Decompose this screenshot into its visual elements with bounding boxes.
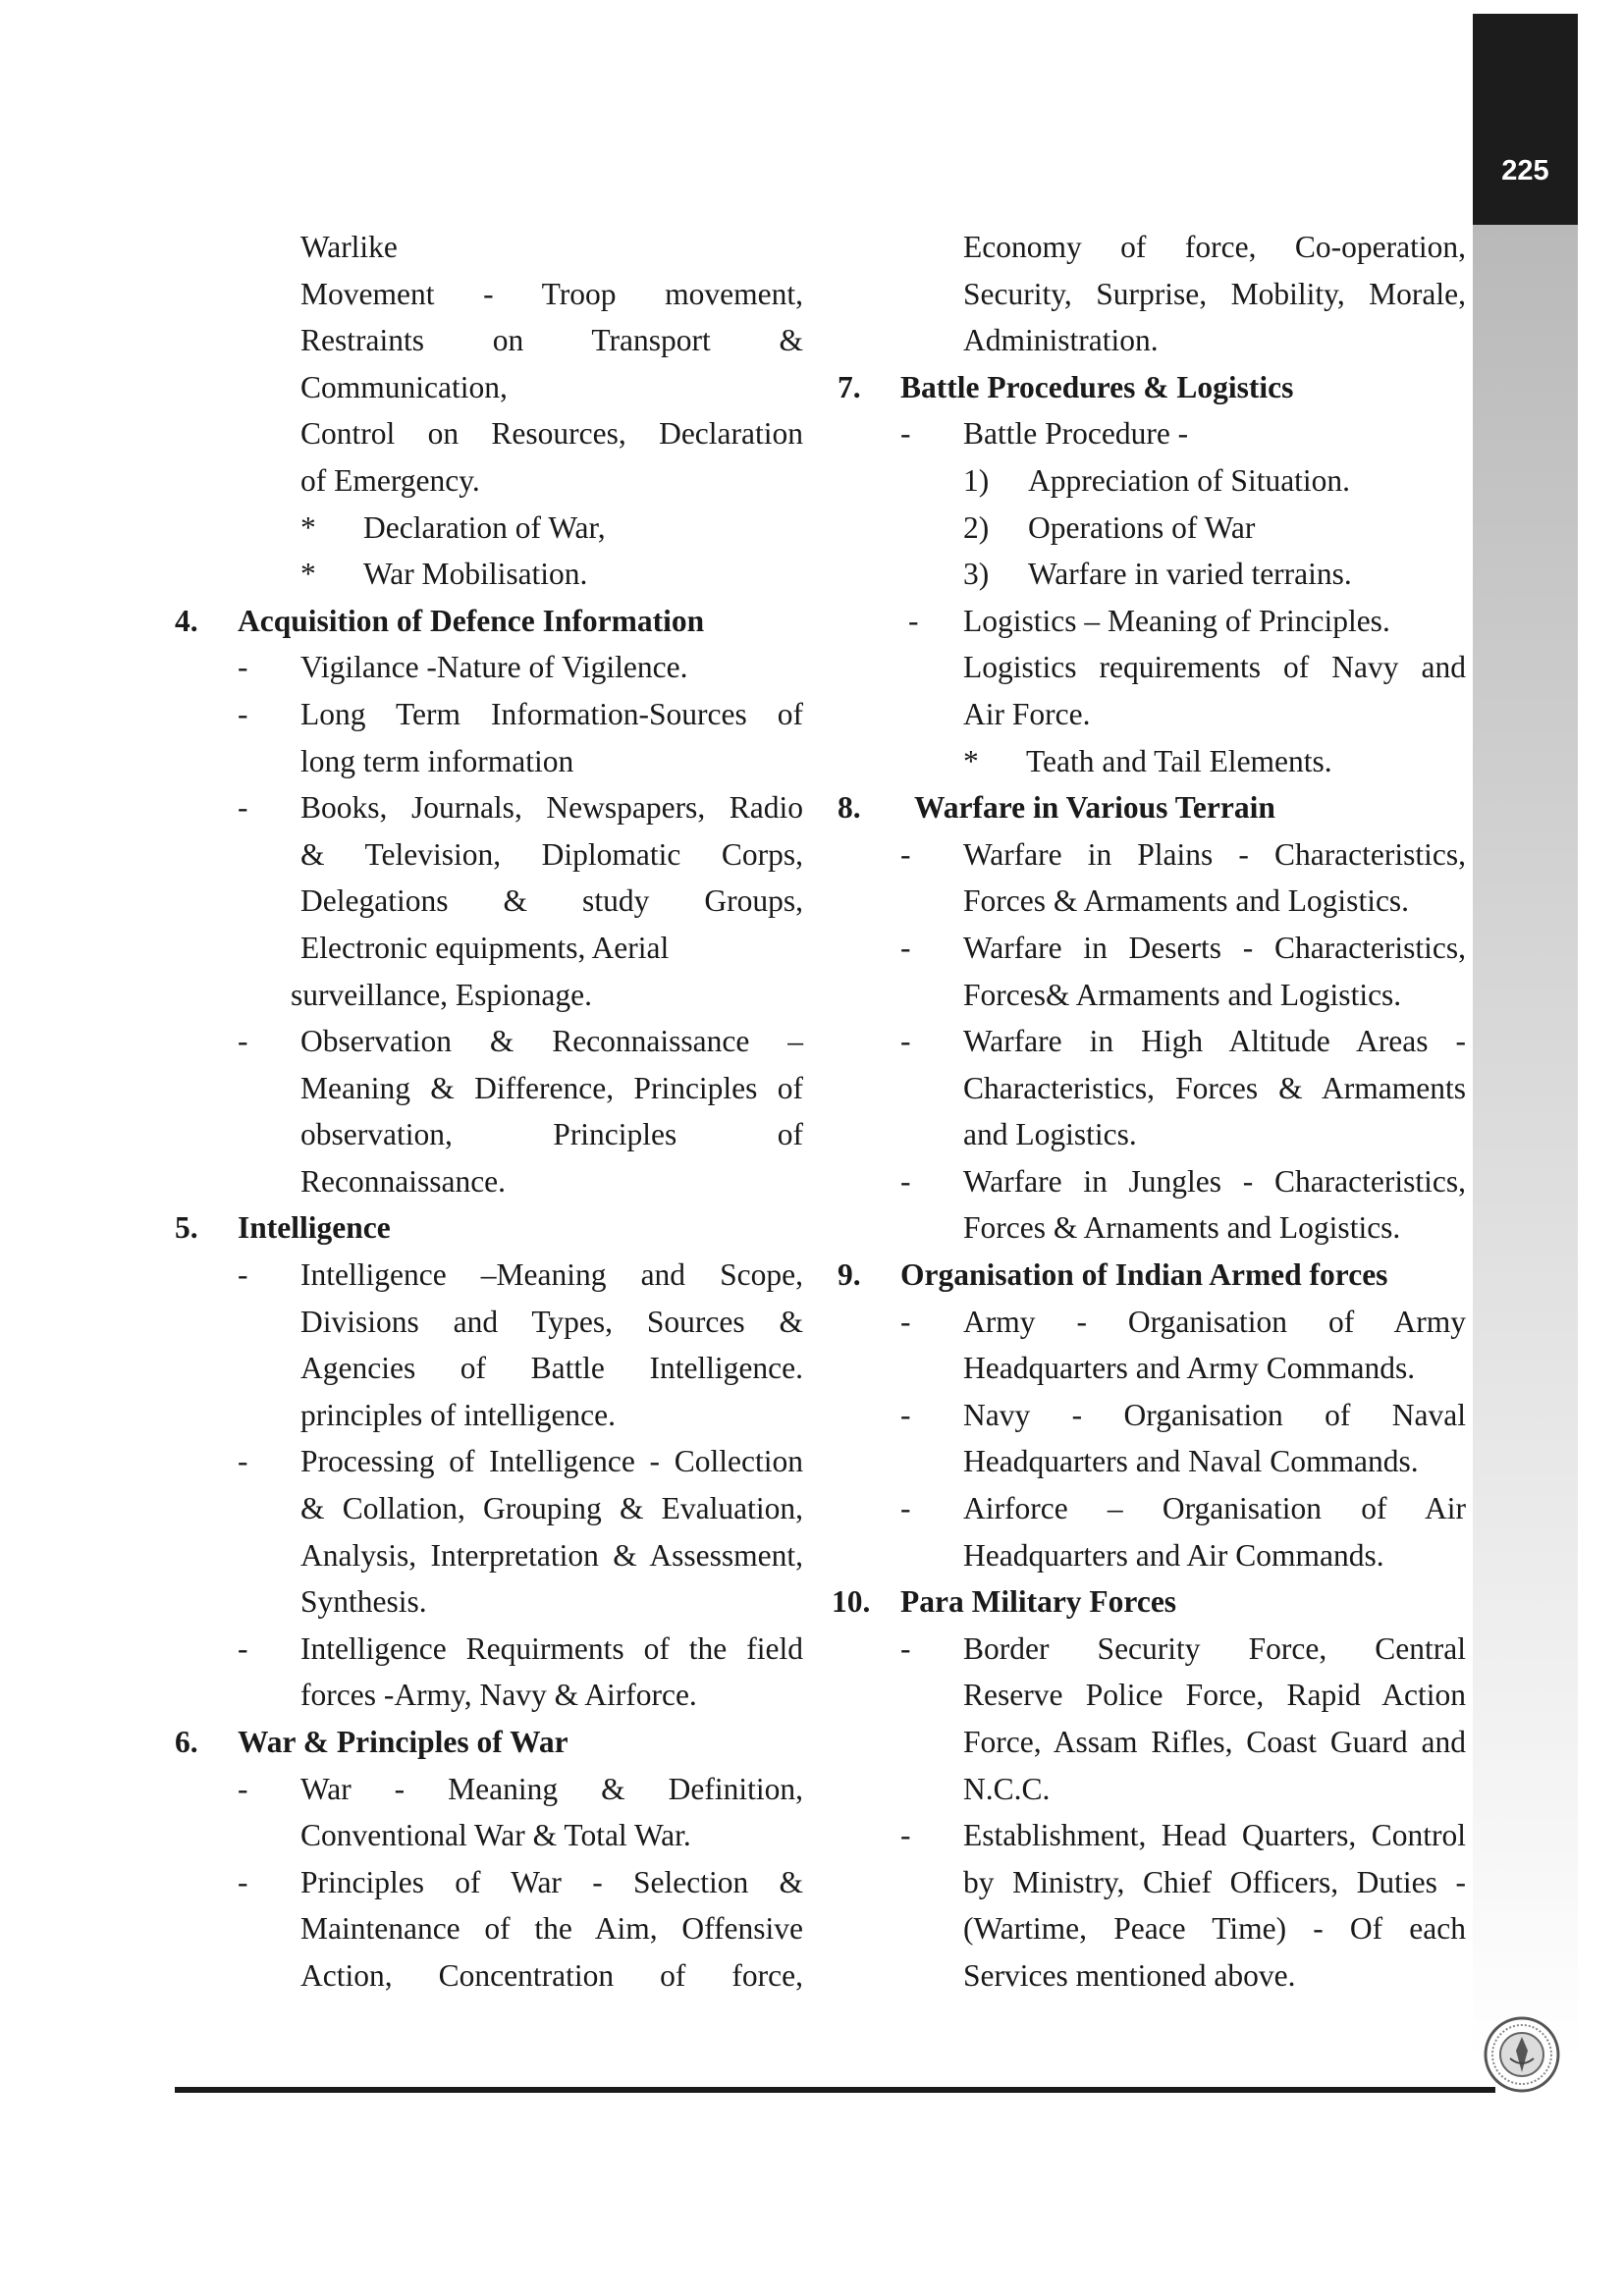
star-item: [175, 551, 803, 598]
text-line: Reconnaissance.: [300, 1163, 507, 1199]
text-line: (Wartime, Peace Time) - Of each: [963, 1911, 1466, 1947]
dash-bullet: -: [900, 1818, 911, 1853]
text-line: Electronic equipments, Aerial: [300, 930, 670, 965]
text-line: Forces& Armaments and Logistics.: [963, 977, 1402, 1012]
text-line: surveillance, Espionage.: [291, 977, 593, 1012]
dash-bullet: -: [238, 1771, 248, 1806]
text-line: Agencies of Battle Intelligence.: [300, 1351, 803, 1386]
list-item: [838, 925, 1466, 1018]
text-line: Forces & Arnaments and Logistics.: [963, 1210, 1401, 1246]
text-line: Action, Concentration of force,: [300, 1957, 803, 1993]
right-column: [832, 224, 1466, 2000]
section-heading: [838, 1252, 1466, 1299]
item-number: 3): [963, 557, 990, 592]
text-line: Meaning & Difference, Principles of: [300, 1070, 803, 1105]
list-item: [838, 1018, 1466, 1158]
text-line: observation, Principles of: [300, 1117, 803, 1152]
list-item: [175, 1626, 803, 1719]
list-item: [838, 598, 1466, 738]
text-line: Warfare in Plains - Characteristics,: [963, 836, 1466, 872]
text-line: Services mentioned above.: [963, 1957, 1296, 1993]
text-line: Principles of War - Selection &: [300, 1864, 803, 1899]
intro-text: [175, 224, 803, 505]
footer-rule: [175, 2087, 1495, 2093]
text-line: Warfare in Jungles - Characteristics,: [963, 1163, 1466, 1199]
text-line: Divisions and Types, Sources &: [300, 1304, 803, 1339]
text-line: Analysis, Interpretation & Assessment,: [300, 1537, 803, 1573]
dash-bullet: -: [238, 1864, 248, 1899]
text-line: Delegations & study Groups,: [300, 883, 803, 919]
text-line: Restraints on Transport &: [300, 323, 803, 358]
numbered-item: [838, 457, 1466, 505]
section-number: 4.: [175, 603, 198, 638]
section-heading: [832, 1578, 1466, 1626]
dash-bullet: -: [238, 650, 248, 685]
text-line: Headquarters and Air Commands.: [963, 1537, 1384, 1573]
text-line: Intelligence Requirments of the field: [300, 1630, 803, 1666]
text-line: Force, Assam Rifles, Coast Guard and: [963, 1725, 1466, 1759]
text-line: Headquarters and Army Commands.: [963, 1351, 1416, 1386]
numbered-item: [838, 505, 1466, 552]
section-heading: [838, 784, 1466, 831]
emblem-icon: [1483, 2015, 1561, 2094]
star-bullet: *: [963, 743, 979, 778]
star-item-text: War Mobilisation.: [363, 557, 588, 592]
dash-bullet: -: [908, 603, 919, 638]
text-line: Airforce – Organisation of Air: [963, 1491, 1466, 1526]
item-text: Warfare in varied terrains.: [1028, 557, 1352, 592]
dash-bullet: -: [900, 930, 911, 965]
text-line: Vigilance -Nature of Vigilence.: [300, 650, 688, 685]
text-line: by Ministry, Chief Officers, Duties -: [963, 1864, 1466, 1899]
numbered-item: [838, 551, 1466, 598]
item-number: 2): [963, 509, 990, 545]
list-item: [175, 784, 803, 1018]
text-line: Army - Organisation of Army: [963, 1304, 1466, 1339]
section-title: Warfare in Various Terrain: [914, 790, 1275, 826]
text-line: Border Security Force, Central: [963, 1630, 1466, 1666]
section-heading: [175, 1204, 803, 1252]
text-line: Logistics – Meaning of Principles.: [963, 603, 1390, 638]
text-line: Characteristics, Forces & Armaments: [963, 1070, 1466, 1105]
text-line: Warfare in Deserts - Characteristics,: [963, 930, 1466, 965]
page-tab: [1473, 14, 1578, 225]
text-line: N.C.C.: [963, 1771, 1051, 1806]
section-number: 9.: [838, 1257, 861, 1293]
section-title: Battle Procedures & Logistics: [900, 369, 1294, 404]
text-line: Books, Journals, Newspapers, Radio: [300, 790, 803, 826]
text-line: Conventional War & Total War.: [300, 1818, 691, 1853]
text-line: and Logistics.: [963, 1117, 1137, 1152]
text-line: Economy of force, Co-operation,: [963, 230, 1466, 264]
list-item: [175, 1766, 803, 1859]
dash-bullet: -: [900, 1163, 911, 1199]
text-line: Headquarters and Naval Commands.: [963, 1444, 1419, 1479]
section-heading: [838, 364, 1466, 411]
text-line: Establishment, Head Quarters, Control: [963, 1818, 1466, 1853]
dash-bullet: -: [900, 836, 911, 872]
text-line: Battle Procedure -: [963, 416, 1189, 452]
section-number: 10.: [832, 1584, 871, 1620]
text-line: Intelligence –Meaning and Scope,: [300, 1257, 803, 1293]
list-item: [838, 1158, 1466, 1252]
text-line: & Collation, Grouping & Evaluation,: [300, 1491, 803, 1526]
left-column: [175, 224, 803, 2000]
text-line: Observation & Reconnaissance –: [300, 1024, 803, 1059]
text-line: Warfare in High Altitude Areas -: [963, 1024, 1466, 1059]
star-item-text: Declaration of War,: [363, 509, 606, 545]
star-bullet: *: [300, 509, 316, 545]
list-item: [175, 691, 803, 784]
text-line: Maintenance of the Aim, Offensive: [300, 1911, 803, 1947]
section-heading: [175, 1719, 803, 1766]
text-line: Warlike: [300, 230, 398, 264]
item-text: Operations of War: [1028, 509, 1256, 545]
dash-bullet: -: [900, 1024, 911, 1059]
text-line: Communication,: [300, 369, 508, 404]
text-line: Reserve Police Force, Rapid Action: [963, 1678, 1466, 1713]
list-item: [838, 1485, 1466, 1578]
text-line: Control on Resources, Declaration: [300, 416, 803, 452]
text-line: War - Meaning & Definition,: [300, 1771, 803, 1806]
text-line: forces -Army, Navy & Airforce.: [300, 1678, 697, 1713]
section-title: Acquisition of Defence Information: [238, 603, 705, 638]
list-item: [175, 1438, 803, 1625]
text-line: Air Force.: [963, 696, 1091, 731]
text-line: long term information: [300, 743, 574, 778]
list-item: [838, 1626, 1466, 1812]
dash-bullet: -: [900, 1397, 911, 1432]
dash-bullet: -: [238, 790, 248, 826]
list-item: [838, 1299, 1466, 1392]
item-number: 1): [963, 462, 990, 498]
section-title: War & Principles of War: [238, 1725, 568, 1759]
text-line: Synthesis.: [300, 1584, 427, 1620]
side-gradient-bar: [1473, 225, 1578, 2060]
dash-bullet: -: [238, 1444, 248, 1479]
dash-bullet: -: [238, 696, 248, 731]
list-item: [838, 1392, 1466, 1485]
text-line: of Emergency.: [300, 462, 480, 498]
list-item: [838, 831, 1466, 925]
dash-bullet: -: [238, 1024, 248, 1059]
item-text: Appreciation of Situation.: [1028, 462, 1351, 498]
text-line: Movement - Troop movement,: [300, 276, 803, 311]
section-heading: [175, 598, 803, 645]
text-line: Security, Surprise, Mobility, Morale,: [963, 276, 1466, 311]
text-line: Administration.: [963, 323, 1159, 358]
dash-bullet: -: [238, 1257, 248, 1293]
page-number: 225: [1501, 155, 1549, 187]
dash-bullet: -: [900, 1491, 911, 1526]
list-item: [175, 1018, 803, 1204]
text-line: Navy - Organisation of Naval: [963, 1397, 1466, 1432]
list-item: [175, 1859, 803, 2000]
dash-bullet: -: [900, 1630, 911, 1666]
text-line: Long Term Information-Sources of: [300, 696, 803, 731]
section-title: Intelligence: [238, 1210, 391, 1246]
dash-bullet: -: [238, 1630, 248, 1666]
section-number: 5.: [175, 1210, 198, 1246]
list-item: [175, 1252, 803, 1438]
text-line: & Television, Diplomatic Corps,: [300, 836, 803, 872]
intro-text: [838, 224, 1466, 364]
star-item: [838, 738, 1466, 785]
text-line: Processing of Intelligence - Collection: [300, 1444, 803, 1479]
section-title: Para Military Forces: [900, 1584, 1177, 1620]
text-line: Forces & Armaments and Logistics.: [963, 883, 1410, 919]
list-item: [175, 644, 803, 691]
star-bullet: *: [300, 557, 316, 592]
list-item: [838, 1812, 1466, 1999]
text-line: principles of intelligence.: [300, 1397, 617, 1432]
section-title: Organisation of Indian Armed forces: [900, 1257, 1388, 1293]
section-number: 7.: [838, 369, 861, 404]
list-item: [838, 410, 1466, 457]
dash-bullet: -: [900, 416, 911, 452]
dash-bullet: -: [900, 1304, 911, 1339]
star-item: [175, 505, 803, 552]
section-number: 8.: [838, 790, 861, 826]
text-line: Logistics requirements of Navy and: [963, 650, 1466, 685]
star-item-text: Teath and Tail Elements.: [1026, 743, 1332, 778]
section-number: 6.: [175, 1725, 198, 1759]
